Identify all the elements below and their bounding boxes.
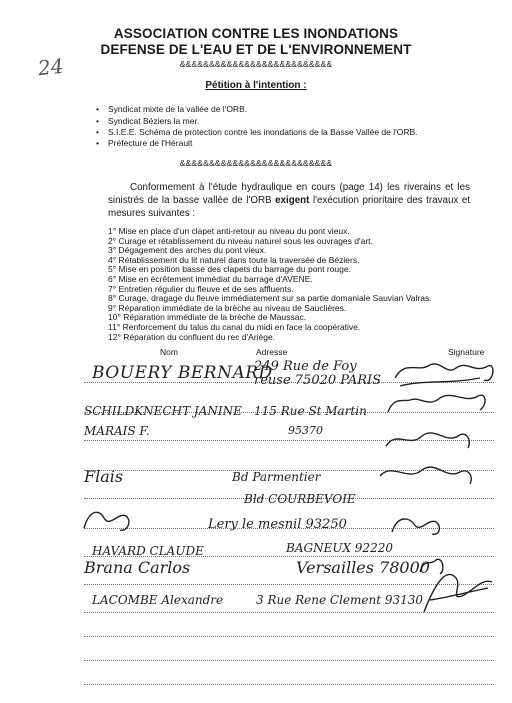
- recipient-item: • Syndicat Béziers la mer.: [108, 116, 199, 126]
- intro-text: Conformement à l'étude hydraulique en cours (page 14) les riverains et les sinistrés de la basse vallée de l'ORB: [108, 182, 470, 206]
- signatory-address: 95370: [288, 424, 323, 437]
- signatory-name: MARAIS F.: [84, 424, 150, 438]
- measure-item: 9° Réparation immédiate de la brèche au niveau de Sauclières.: [108, 302, 347, 313]
- signatory-name: LACOMBE Alexandre: [92, 593, 224, 607]
- signatory-address: 249 Rue de Foy reuse 75020 PARIS: [254, 359, 382, 388]
- measure-item: 6° Mise en écrêtement immédiat du barrage d'AVENE.: [108, 273, 313, 284]
- signature-scrawl: [386, 433, 469, 448]
- signature-scrawl: [380, 467, 471, 484]
- signatory-address: Lery le mesnil 93250: [208, 517, 347, 532]
- signature-scrawl: [84, 512, 129, 530]
- signatory-name: SCHILDKNECHT JANINE: [84, 404, 242, 418]
- association-title-line2: DEFENSE DE L'EAU ET DE L'ENVIRONNEMENT: [100, 42, 412, 57]
- signatory-name: HAVARD CLAUDE: [92, 544, 204, 558]
- measure-item: 8° Curage, dragage du fleuve immédiatement sur sa partie domaniale Sauvian Valras.: [108, 293, 432, 304]
- signatory-address: 115 Rue St Martin: [254, 404, 367, 418]
- measure-item: 5° Mise en position basse des clapets du barrage du pont rouge.: [108, 264, 351, 275]
- signature-scrawl: [388, 395, 485, 412]
- column-header-name: Nom: [160, 347, 178, 357]
- intro-text-end: l'exécution prioritaire des travaux et mesures suivantes :: [108, 195, 470, 219]
- signatory-name: BOUERY BERNARD: [92, 363, 273, 383]
- signature-scrawl: [392, 519, 439, 534]
- signatory-address: 3 Rue Rene Clement 93130: [256, 593, 424, 607]
- recipient-item: • Préfecture de l'Hérault: [108, 138, 192, 148]
- signatory-address: Bd Parmentier: [232, 470, 321, 484]
- recipient-item: • S.I.E.E. Schéma de protection contre les inondations de la Basse Vallée de l'ORB.: [108, 127, 418, 137]
- measure-item: 11° Renforcement du talus du canal du midi en face la coopérative.: [108, 321, 361, 332]
- handwritten-page-number: 24: [36, 53, 65, 81]
- signature-scrawl: [395, 364, 493, 386]
- separator-2: &&&&&&&&&&&&&&&&&&&&&&&&&&: [179, 158, 333, 168]
- signature-scrawl: [420, 559, 443, 574]
- measure-item: 10° Réparation immédiate de la brèche de Maussac.: [108, 312, 307, 323]
- signatory-name: Brana Carlos: [84, 558, 191, 577]
- measure-item: 4° Rétablissement du lit naturel dans toute la traversée de Béziers.: [108, 254, 360, 265]
- measure-item: 12° Réparation du confluent du rec d'Ariège.: [108, 331, 276, 342]
- association-title-line1: ASSOCIATION CONTRE LES INONDATIONS: [113, 26, 399, 41]
- signature-scrawl: [424, 574, 492, 612]
- recipient-item: • Syndicat mixte de la vallée de l'ORB.: [108, 104, 247, 114]
- signatory-address: Versailles 78000: [296, 558, 430, 577]
- petition-title: Pétition à l'intention :: [205, 80, 307, 91]
- signatory-address: BAGNEUX 92220: [286, 541, 393, 555]
- signatory-address: Bld COURBEVOIE: [244, 492, 356, 506]
- measure-item: 7° Entretien régulier du fleuve et de ses affluents.: [108, 283, 294, 294]
- header-separator: &&&&&&&&&&&&&&&&&&&&&&&&&&: [179, 59, 333, 69]
- measure-item: 2° Curage et rétablissement du niveau naturel sous les ouvrages d'art.: [108, 235, 373, 246]
- signatory-name: Flais: [84, 467, 124, 486]
- column-header-signature: Signature: [448, 347, 485, 357]
- measure-item: 1° Mise en place d'un clapet anti-retour au niveau du pont vieux.: [108, 226, 350, 236]
- measure-item: 3° Dégagement des arches du pont vieux.: [108, 245, 267, 256]
- column-header-address: Adresse: [256, 347, 288, 357]
- intro-bold-word: exigent: [275, 195, 310, 206]
